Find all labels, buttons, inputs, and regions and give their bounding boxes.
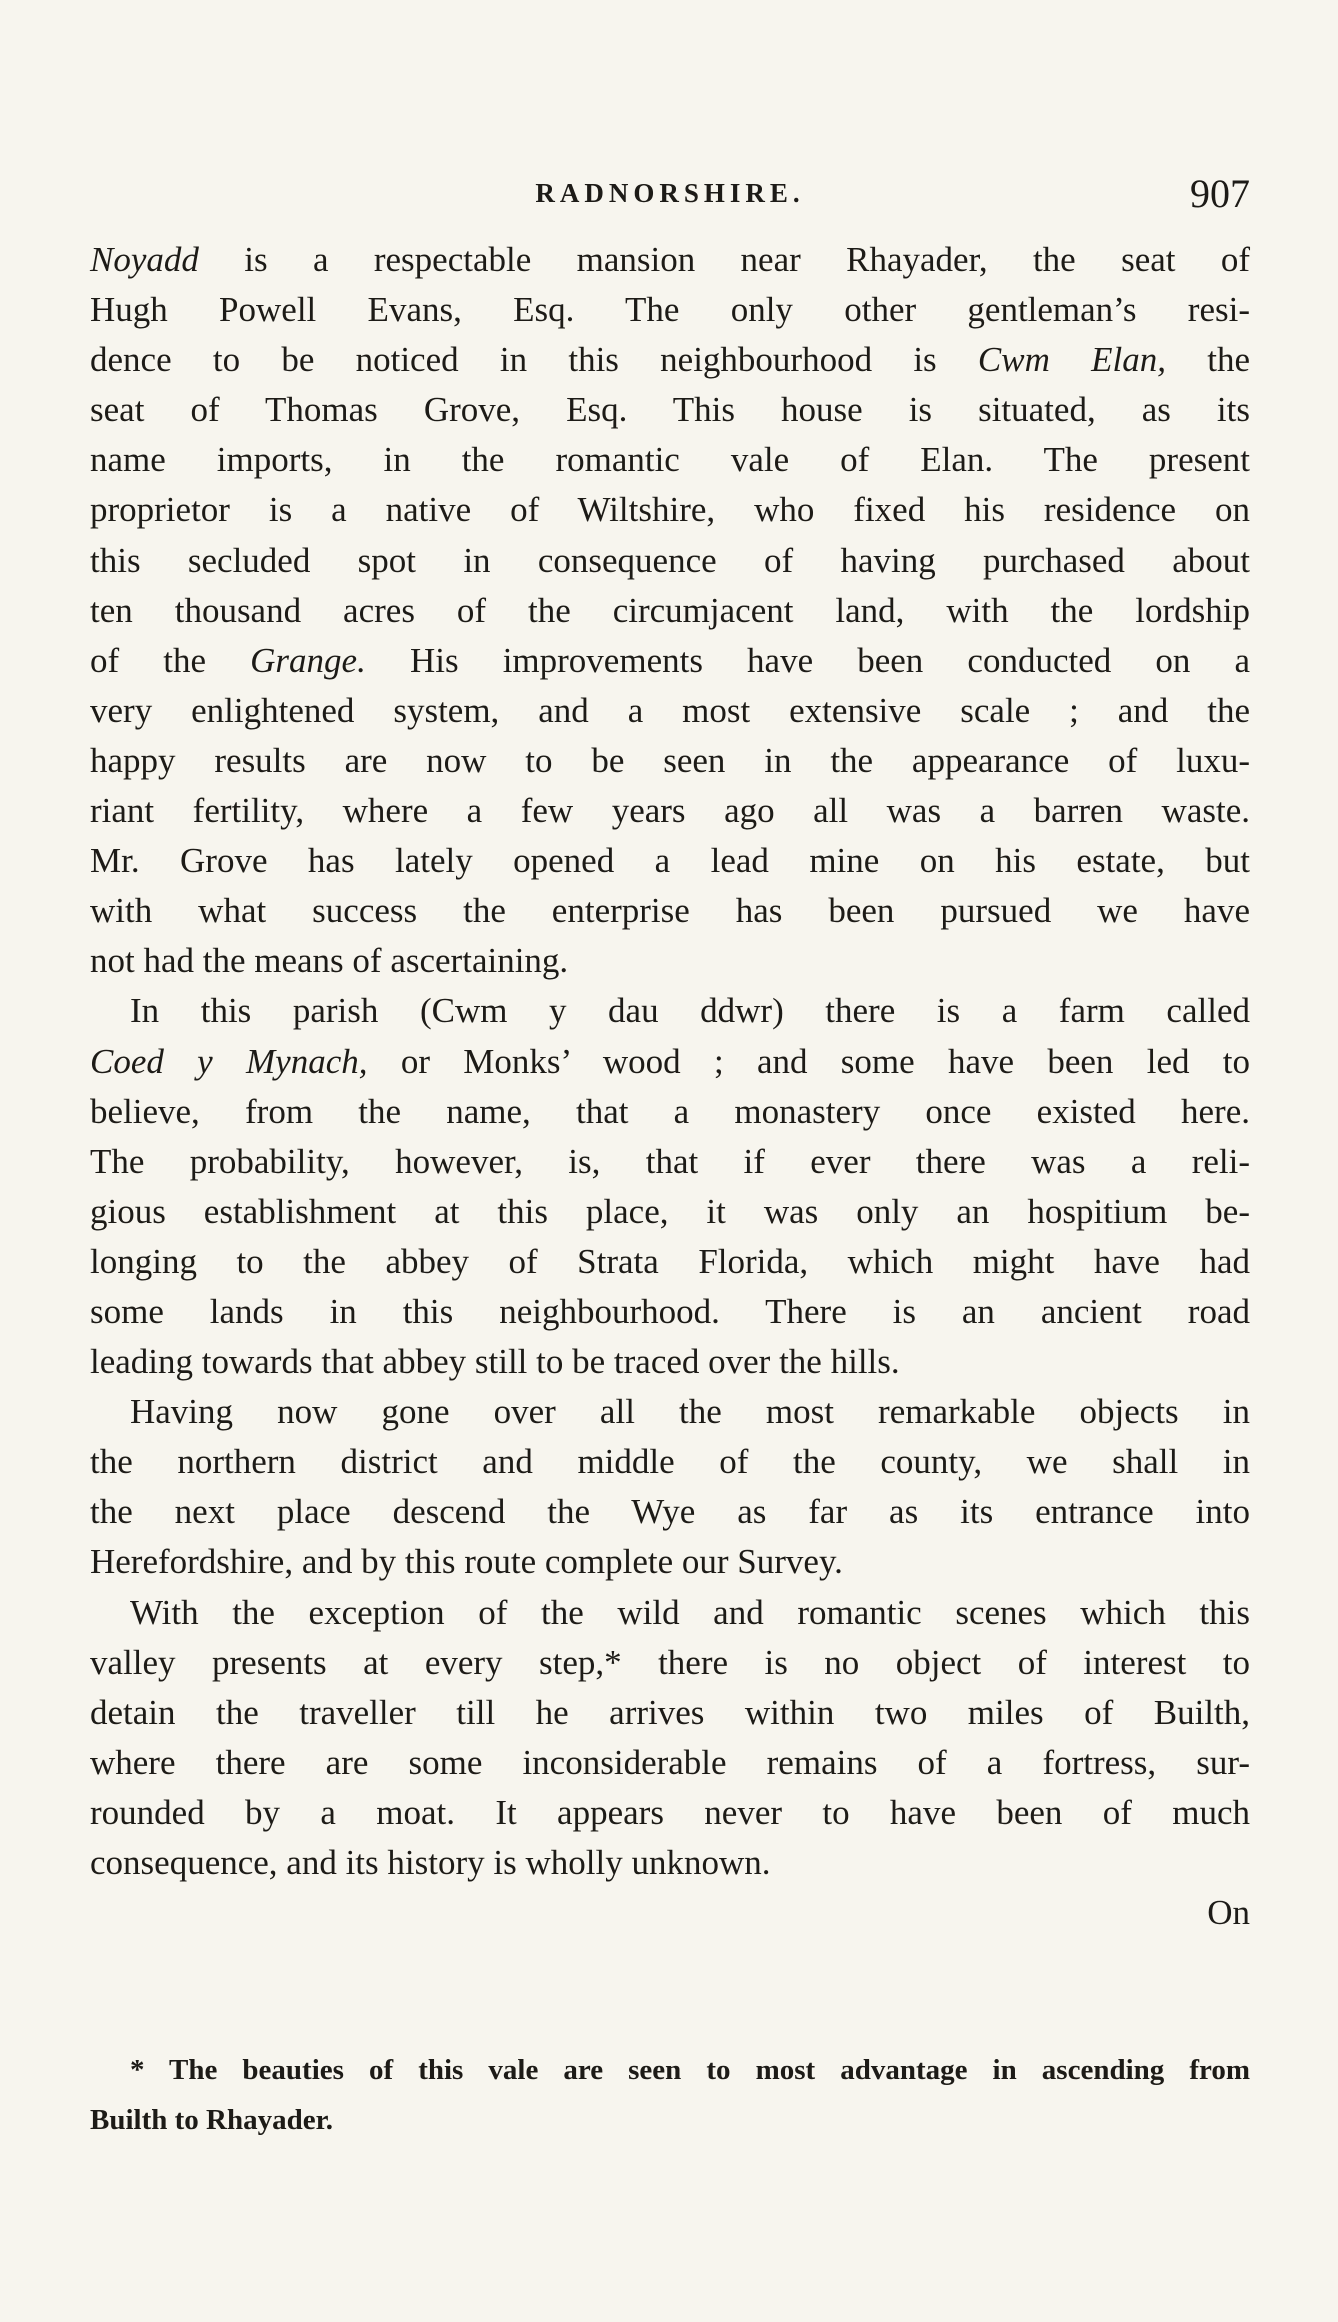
text-span: of the: [90, 640, 207, 680]
italic-name: Coed y Mynach,: [90, 1041, 368, 1081]
running-head: [90, 170, 1250, 220]
text-line: ten thousand acres of the circumjacent land, with the lordship: [90, 590, 1250, 630]
text-line: [90, 335, 1250, 385]
text-line: with what success the enterprise has been pursued we have: [90, 891, 1250, 931]
text-line: believe, from the name, that a monastery once existed here.: [90, 1091, 1250, 1131]
text-span: is a respectable mansion near Rhayader, the seat of: [244, 240, 1250, 279]
footnote-line: Builth to Rhayader.: [90, 2104, 334, 2136]
text-line: gious establishment at this place, it was only an hospitium be-: [90, 1191, 1250, 1231]
italic-name: Noyadd: [90, 240, 199, 279]
text-line: Having now gone over all the most remarkable objects in: [130, 1392, 1250, 1432]
text-line: detain the traveller till he arrives within two miles of Builth,: [90, 1692, 1250, 1732]
text-span: His improvements have been conducted on a: [409, 640, 1251, 680]
text-line: Mr. Grove has lately opened a lead mine on his estate, but: [90, 841, 1250, 881]
running-title: RADNORSHIRE.: [535, 178, 805, 208]
text-line: this secluded spot in consequence of having purchased about: [90, 540, 1250, 580]
text-line: the northern district and middle of the county, we shall in: [90, 1442, 1250, 1482]
text-line: consequence, and its history is wholly unknown.: [90, 1843, 771, 1882]
text-line: [90, 235, 1250, 285]
text-line: longing to the abbey of Strata Florida, which might have had: [90, 1241, 1250, 1281]
page-number: 907: [1190, 171, 1250, 216]
text-line: happy results are now to be seen in the appearance of luxu-: [90, 740, 1250, 780]
text-line: Hugh Powell Evans, Esq. The only other gentleman’s resi-: [90, 290, 1250, 330]
text-line: seat of Thomas Grove, Esq. This house is situated, as its: [90, 390, 1250, 430]
text-line: the next place descend the Wye as far as its entrance into: [90, 1492, 1250, 1532]
text-line: rounded by a moat. It appears never to have been of much: [90, 1792, 1250, 1832]
italic-name: Cwm Elan,: [977, 340, 1166, 380]
text-line: [90, 636, 1250, 686]
body-text: [90, 235, 1250, 1938]
text-line: some lands in this neighbourhood. There is an ancient road: [90, 1291, 1250, 1331]
italic-name: Grange.: [250, 640, 366, 680]
text-line: where there are some inconsiderable remains of a fortress, sur-: [90, 1742, 1250, 1782]
text-line: In this parish (Cwm y dau ddwr) there is a farm called: [130, 991, 1250, 1031]
text-line: valley presents at every step,* there is no object of interest to: [90, 1642, 1250, 1682]
text-line: Herefordshire, and by this route complete our Survey.: [90, 1542, 843, 1582]
catchword: On: [1207, 1893, 1250, 1933]
text-line: leading towards that abbey still to be traced over the hills.: [90, 1342, 900, 1382]
text-span: the: [1207, 340, 1251, 380]
text-line: very enlightened system, and a most extensive scale ; and the: [90, 690, 1250, 730]
text-line: name imports, in the romantic vale of Elan. The present: [90, 440, 1250, 480]
footnote-line: * The beauties of this vale are seen to most advantage in ascending from: [130, 2054, 1250, 2086]
text-line: With the exception of the wild and romantic scenes which this: [130, 1592, 1250, 1632]
text-span: or Monks’ wood ; and some have been led to: [400, 1041, 1251, 1081]
text-line: [90, 1037, 1250, 1087]
text-line: not had the means of ascertaining.: [90, 941, 569, 981]
footnote: [90, 2045, 1250, 2145]
text-line: riant fertility, where a few years ago all was a barren waste.: [90, 791, 1250, 831]
text-line: proprietor is a native of Wiltshire, who fixed his residence on: [90, 490, 1250, 530]
text-line: The probability, however, is, that if ever there was a reli-: [90, 1141, 1250, 1181]
text-span: dence to be noticed in this neighbourhood is: [90, 340, 937, 380]
